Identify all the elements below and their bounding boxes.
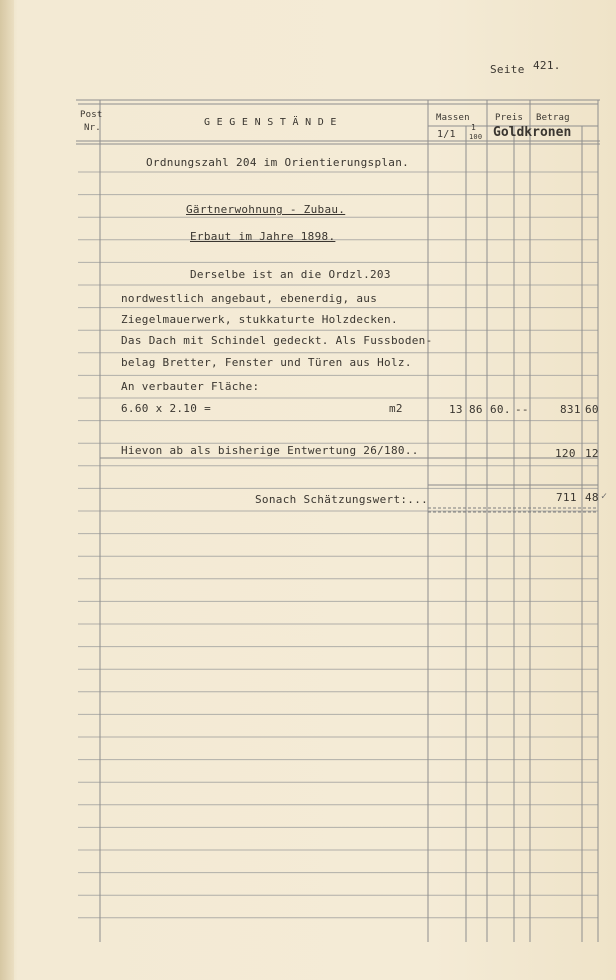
massen-header: Massen (436, 113, 470, 123)
description-line-2: nordwestlich angebaut, ebenerdig, aus (121, 292, 378, 305)
massen-sub-1: 1/1 (437, 129, 456, 140)
building-name: Gärtnerwohnung - Zubau. (186, 203, 346, 216)
post-nr-label-2: Nr. (84, 123, 101, 133)
checkmark-icon: ✓ (601, 491, 608, 502)
description-line-4: Das Dach mit Schindel gedeckt. Als Fussboden- (121, 334, 433, 347)
betrag-header: Betrag (536, 113, 570, 123)
price-decimal: -- (515, 403, 529, 416)
construction-year: Erbaut im Jahre 1898. (190, 230, 336, 243)
deduction-text: Hievon ab als bisherige Entwertung 26/180.. (121, 444, 419, 457)
massen-sub-2-den: 100 (469, 133, 483, 141)
post-nr-label-1: Post (80, 110, 103, 120)
amount-integer: 831 (560, 403, 581, 416)
area-expression: 6.60 x 2.10 = (121, 402, 211, 415)
preis-header: Preis (495, 113, 524, 123)
amount-decimal: 60 (585, 403, 599, 416)
page-number: 421. (533, 59, 561, 72)
deduction-amount-decimal: 12 (585, 447, 599, 460)
description-line-6: An verbauter Fläche: (121, 380, 260, 393)
area-unit: m2 (389, 402, 403, 415)
document-title: Ordnungszahl 204 im Orientierungsplan. (146, 156, 410, 169)
result-amount-decimal: 48 (585, 491, 599, 504)
page-label: Seite (490, 63, 525, 76)
result-text: Sonach Schätzungswert:... (255, 493, 429, 506)
result-amount-integer: 711 (556, 491, 577, 504)
description-line-5: belag Bretter, Fenster und Türen aus Holz. (121, 356, 412, 369)
mass-integer: 13 (449, 403, 463, 416)
massen-sub-2-num: 1 (471, 123, 477, 132)
deduction-amount-integer: 120 (555, 447, 576, 460)
currency-header: Goldkronen (493, 125, 572, 140)
description-line-3: Ziegelmauerwerk, stukkaturte Holzdecken. (121, 313, 398, 326)
gegenstaende-header: G E G E N S T Ä N D E (204, 117, 337, 128)
mass-decimal: 86 (469, 403, 483, 416)
description-line-1: Derselbe ist an die Ordzl.203 (190, 268, 391, 281)
price-integer: 60. (490, 403, 511, 416)
